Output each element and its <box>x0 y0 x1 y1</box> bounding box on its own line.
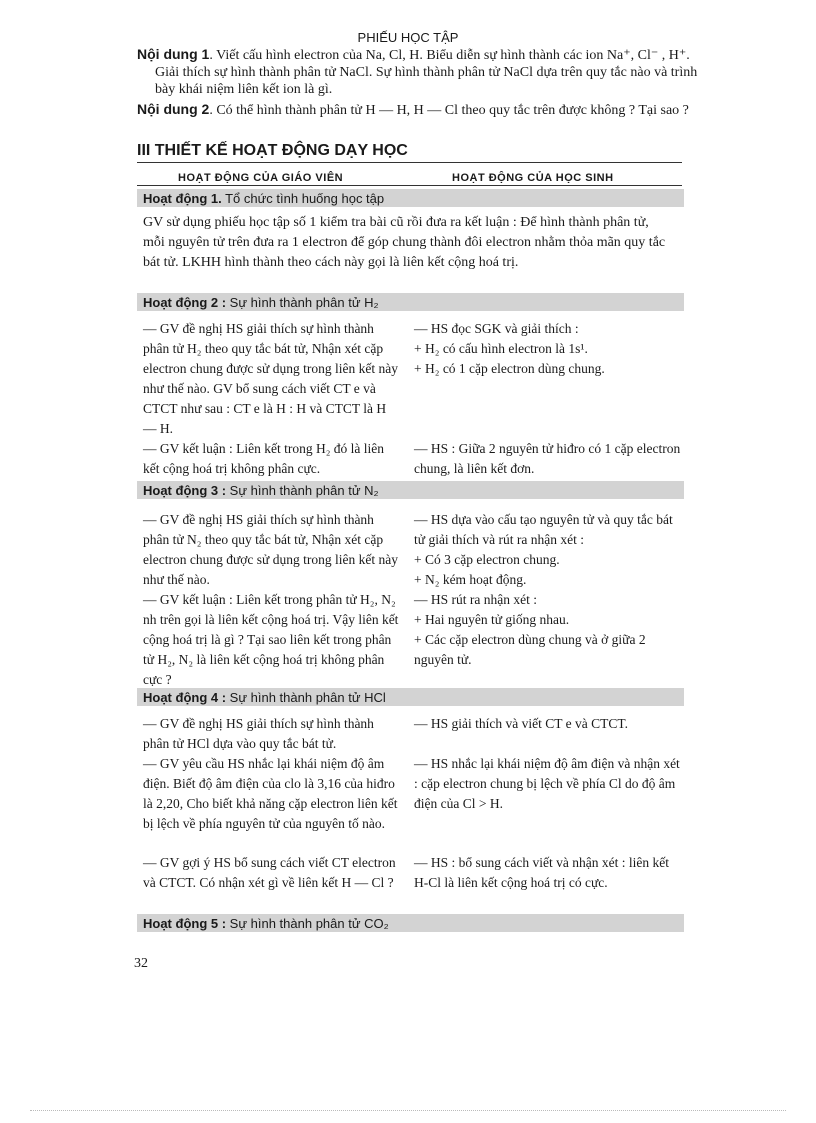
content-1-label: Nội dung 1 <box>137 46 210 62</box>
activity-1-text: GV sử dụng phiếu học tập số 1 kiểm tra bài cũ rồi đưa ra kết luận : Để hình thành phân tử, mỗi nguyên tử trên đưa ra 1 electron để góp chung thành đôi electron nhằm thỏa mãn quy tắc bát tử. LKHH hình thành theo cách này gọi là liên kết cộng hoá trị. <box>143 215 666 270</box>
activity-2-student-1: — HS đọc SGK và giải thích : + H₂ có cấu hình electron là 1s¹. + H₂ có 1 cặp electron dùng chung. <box>414 321 605 376</box>
activity-4-label: Hoạt động 4 : <box>143 690 227 705</box>
activity-4-student-3: — HS : bổ sung cách viết và nhận xét : liên kết H-Cl là liên kết cộng hoá trị có cực. <box>414 855 669 890</box>
activity-1-label: Hoạt động 1. <box>143 191 222 206</box>
activity-3-label: Hoạt động 3 : <box>143 483 227 498</box>
section-heading: III THIẾT KẾ HOẠT ĐỘNG DẠY HỌC <box>137 142 682 163</box>
content-1-text: . Viết cấu hình electron của Na, Cl, H. Biểu diễn sự hình thành các ion Na⁺, Cl⁻ , H⁺. Giải thích sự hình thành phân tử NaCl. Sự hình thành phân tử NaCl dựa trên quy tắc nào và trình bày khái niệm liên kết ion là gì. <box>155 48 698 97</box>
worksheet-title: PHIẾU HỌC TẬP <box>357 30 459 45</box>
activity-4-student-1: — HS giải thích và viết CT e và CTCT. <box>414 716 628 731</box>
content-2 <box>137 101 700 119</box>
activity-2-teacher-2: — GV kết luận : Liên kết trong H₂ đó là liên kết cộng hoá trị không phân cực. <box>143 441 385 476</box>
activity-4-teacher-2: — GV yêu cầu HS nhắc lại khái niệm độ âm điện. Biết độ âm điện của clo là 3,16 của hiđro là 2,20, Cho biết khả năng cặp electron liên kết bị lệch về phía nguyên tử của nguyên tố nào. <box>143 756 398 831</box>
activity-1-title: Tổ chức tình huống học tập <box>221 191 385 206</box>
activity-2-title: Sự hình thành phân tử H₂ <box>226 295 379 310</box>
activity-4-teacher-1: — GV đề nghị HS giải thích sự hình thành phân tử HCl dựa vào quy tắc bát tử. <box>143 716 374 751</box>
activity-3-student-2: — HS rút ra nhận xét : + Hai nguyên tử giống nhau. + Các cặp electron dùng chung và ở giữa 2 nguyên tử. <box>414 592 646 667</box>
activity-2-student-2: — HS : Giữa 2 nguyên tử hiđro có 1 cặp electron chung, là liên kết đơn. <box>414 441 681 476</box>
activity-1-header <box>137 189 684 207</box>
activity-3-student-1: — HS dựa vào cấu tạo nguyên tử và quy tắc bát tử giải thích và rút ra nhận xét : + Có 3 cặp electron chung. + N₂ kém hoạt động. <box>414 512 673 587</box>
activity-3-teacher-2: — GV kết luận : Liên kết trong phân tử H₂, N₂ nh trên gọi là liên kết cộng hoá trị. Vậy liên kết cộng hoá trị là gì ? Tại sao liên kết trong phân tử H₂, N₂ là liên kết cộng hoá trị không phân cực ? <box>143 592 399 687</box>
activity-4-header <box>137 688 684 706</box>
activity-3-header <box>137 481 684 499</box>
student-column-header: HOẠT ĐỘNG CỦA HỌC SINH <box>452 172 614 184</box>
activity-3-title: Sự hình thành phân tử N₂ <box>226 483 379 498</box>
activity-4-student-2: — HS nhắc lại khái niệm độ âm điện và nhận xét : cặp electron chung bị lệch về phía Cl do độ âm điện của Cl > H. <box>414 756 680 811</box>
activity-2-header <box>137 293 684 311</box>
page-edge-divider <box>30 1110 786 1111</box>
activity-2-teacher-1: — GV đề nghị HS giải thích sự hình thành phân tử H₂ theo quy tắc bát tử, Nhận xét cặp electron chung được sử dụng trong liên kết này như thế nào. GV bổ sung cách viết CT e và CTCT như sau : CT e là H : H và CTCT là H — H. <box>143 321 398 436</box>
activity-4-teacher-3: — GV gợi ý HS bổ sung cách viết CT electron và CTCT. Có nhận xét gì về liên kết H — Cl ? <box>143 855 396 890</box>
content-2-text: . Có thể hình thành phân tử H — H, H — Cl theo quy tắc trên được không ? Tại sao ? <box>209 103 689 118</box>
activity-5-header <box>137 914 684 932</box>
activity-5-title: Sự hình thành phân tử CO₂ <box>226 916 389 931</box>
teacher-column-header: HOẠT ĐỘNG CỦA GIÁO VIÊN <box>178 172 344 184</box>
page-number: 32 <box>134 956 148 971</box>
activity-3-teacher-1: — GV đề nghị HS giải thích sự hình thành phân tử N₂ theo quy tắc bát tử, Nhận xét cặp electron chung được sử dụng trong liên kết này như thế nào. <box>143 512 398 587</box>
content-1 <box>137 46 700 98</box>
activity-2-label: Hoạt động 2 : <box>143 295 227 310</box>
activity-4-title: Sự hình thành phân tử HCl <box>226 690 386 705</box>
column-header-divider <box>137 185 682 186</box>
content-2-label: Nội dung 2 <box>137 101 210 117</box>
activity-5-label: Hoạt động 5 : <box>143 916 227 931</box>
